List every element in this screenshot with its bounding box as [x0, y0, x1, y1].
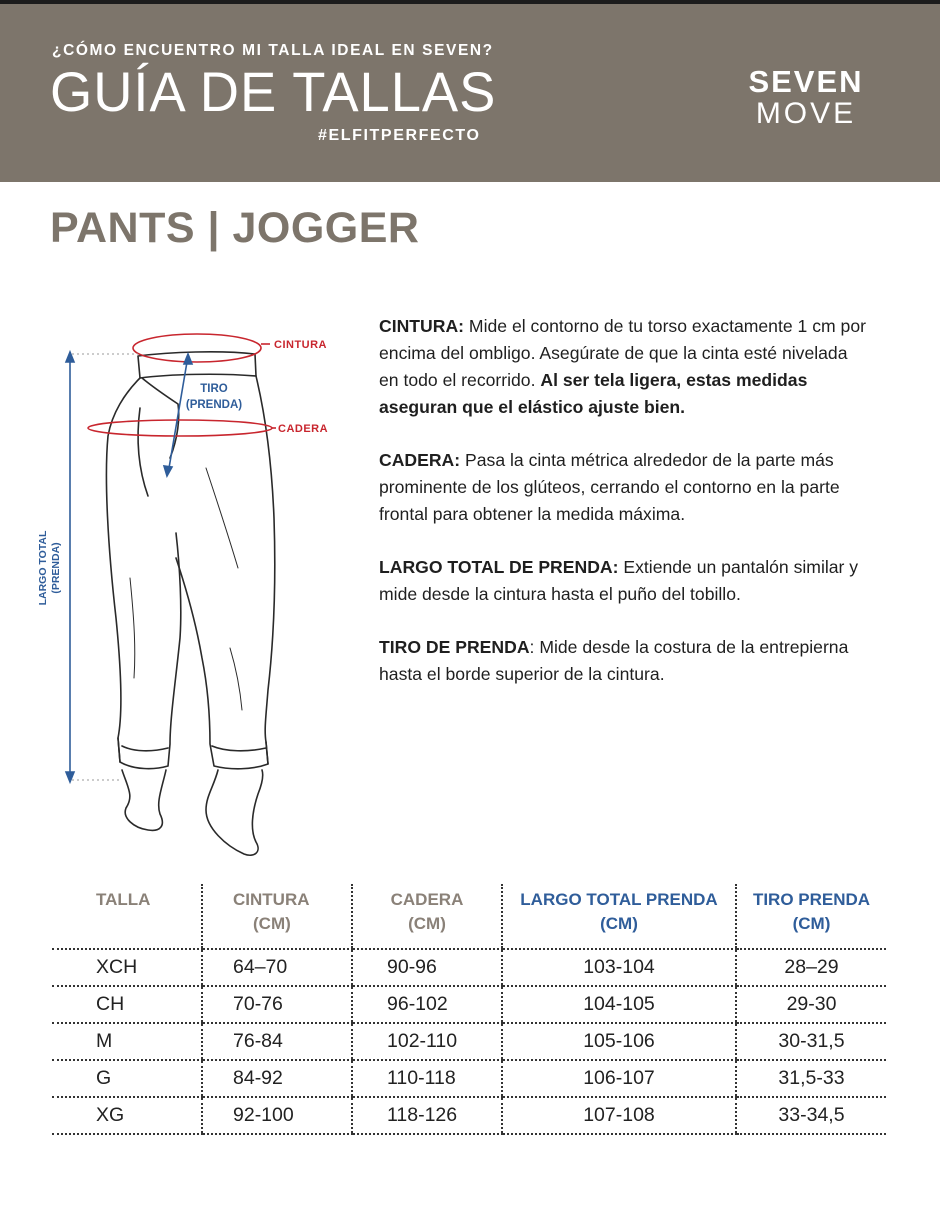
brand-logo-bottom: MOVE	[755, 97, 857, 130]
cell-cintura: 84-92	[202, 1060, 352, 1097]
cell-tiro: 33-34,5	[736, 1097, 886, 1134]
cell-cintura: 76-84	[202, 1023, 352, 1060]
front-cuff	[212, 742, 268, 764]
label-largo-line2: (PRENDA)	[50, 542, 62, 594]
label-largo-line1: LARGO TOTAL	[37, 530, 49, 606]
label-tiro-line2: (PRENDA)	[185, 399, 243, 411]
tiro-guide	[168, 356, 188, 474]
front-foot	[206, 770, 263, 855]
cell-talla: XCH	[52, 949, 202, 986]
header-banner	[0, 0, 940, 182]
cell-cadera: 96-102	[352, 986, 502, 1023]
cell-largo: 107-108	[502, 1097, 736, 1134]
cell-largo: 106-107	[502, 1060, 736, 1097]
cell-cadera: 110-118	[352, 1060, 502, 1097]
cell-cintura: 70-76	[202, 986, 352, 1023]
desc-cintura	[379, 313, 869, 421]
brand-logo-top: SEVEN	[748, 64, 864, 99]
cell-cintura: 64–70	[202, 949, 352, 986]
desc-cadera-text: Pasa la cinta métrica alrededor de la parte más prominente de los glúteos, cerrando el contorno en la parte frontal para obtener la medida máxima.	[379, 450, 840, 524]
table-header-row	[52, 884, 886, 949]
label-cintura: CINTURA	[274, 339, 327, 351]
header-largo: LARGO TOTAL PRENDA (CM)	[502, 884, 736, 949]
cell-largo: 105-106	[502, 1023, 736, 1060]
page-title: GUÍA DE TALLAS	[50, 60, 497, 123]
desc-largo-text: Extiende un pantalón similar y mide desde la cintura hasta el puño del tobillo.	[379, 557, 859, 604]
desc-largo	[379, 554, 869, 608]
cell-talla: XG	[52, 1097, 202, 1134]
header-tiro: TIRO PRENDA (CM)	[736, 884, 886, 949]
header-hashtag: #ELFITPERFECTO	[318, 127, 481, 144]
back-foot	[122, 770, 166, 830]
cell-largo: 103-104	[502, 949, 736, 986]
header-talla: TALLA	[52, 884, 202, 949]
desc-cadera-term: CADERA:	[379, 450, 461, 470]
cell-tiro: 28–29	[736, 949, 886, 986]
cell-cadera: 90-96	[352, 949, 502, 986]
table-row	[52, 949, 886, 986]
cell-talla: M	[52, 1023, 202, 1060]
label-tiro-line1: TIRO	[200, 383, 228, 395]
brand-logo	[740, 66, 872, 129]
cell-cintura: 92-100	[202, 1097, 352, 1134]
desc-cintura-bold: Al ser tela ligera, estas medidas aseguran que el elástico ajuste bien.	[379, 370, 808, 417]
desc-cadera	[379, 447, 869, 528]
desc-cintura-text: Mide el contorno de tu torso exactamente 1 cm por encima del ombligo. Asegúrate de que la cinta esté nivelada en todo el recorrido.	[379, 316, 866, 390]
header-cintura: CINTURA (CM)	[202, 884, 352, 949]
measurement-instructions	[379, 313, 869, 714]
table-row	[52, 1060, 886, 1097]
cell-tiro: 29-30	[736, 986, 886, 1023]
cadera-guide	[88, 420, 272, 436]
cell-largo: 104-105	[502, 986, 736, 1023]
cell-talla: G	[52, 1060, 202, 1097]
table-row	[52, 986, 886, 1023]
cell-cadera: 102-110	[352, 1023, 502, 1060]
table-row	[52, 1023, 886, 1060]
back-cuff	[118, 738, 168, 762]
desc-cintura-term: CINTURA:	[379, 316, 465, 336]
desc-largo-term: LARGO TOTAL DE PRENDA:	[379, 557, 619, 577]
size-table	[52, 884, 886, 1135]
desc-tiro	[379, 634, 869, 688]
cell-cadera: 118-126	[352, 1097, 502, 1134]
waistband-outline	[138, 352, 256, 378]
jogger-illustration	[30, 318, 350, 868]
cintura-guide	[133, 334, 261, 362]
desc-tiro-term: TIRO DE PRENDA	[379, 637, 530, 657]
header-cadera: CADERA (CM)	[352, 884, 502, 949]
cell-talla: CH	[52, 986, 202, 1023]
cell-tiro: 31,5-33	[736, 1060, 886, 1097]
desc-tiro-text: : Mide desde la costura de la entrepierna hasta el borde superior de la cintura.	[379, 637, 849, 684]
product-title: PANTS | JOGGER	[50, 204, 420, 252]
cell-tiro: 30-31,5	[736, 1023, 886, 1060]
table-row	[52, 1097, 886, 1134]
header-eyebrow: ¿CÓMO ENCUENTRO MI TALLA IDEAL EN SEVEN?	[52, 42, 494, 59]
label-cadera: CADERA	[278, 423, 329, 435]
